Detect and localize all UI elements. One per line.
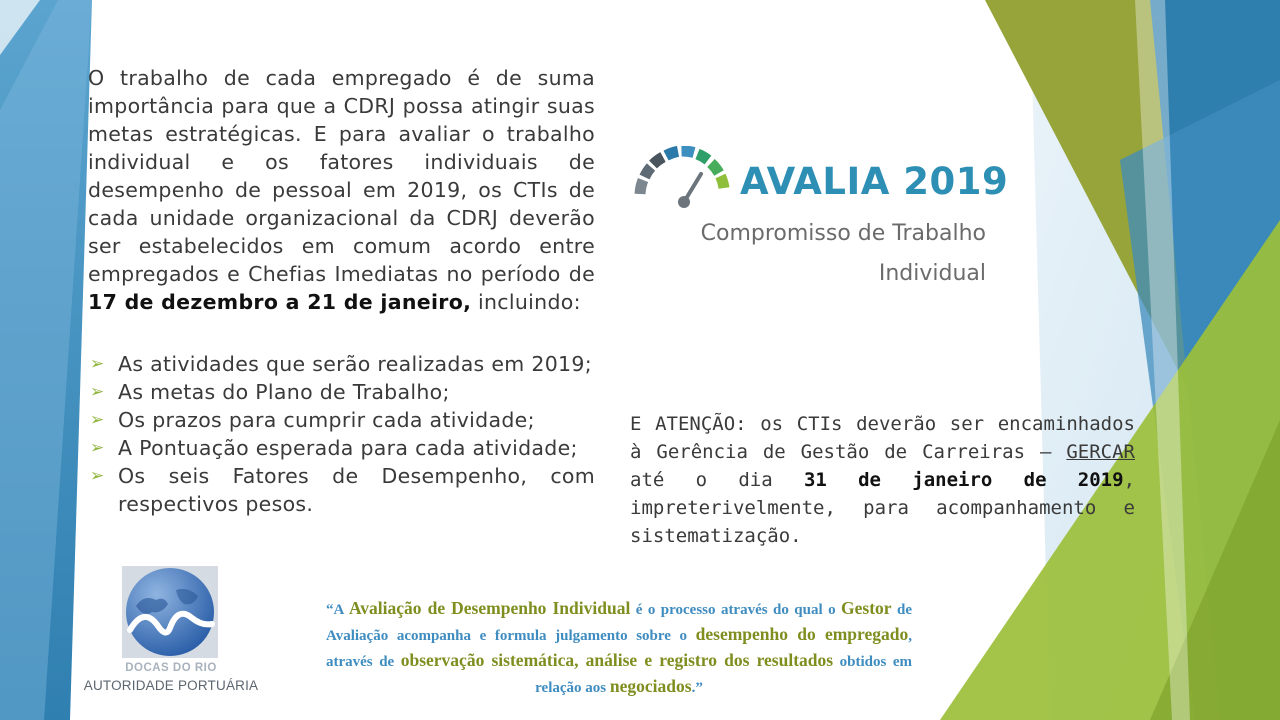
intro-paragraph <box>88 64 595 316</box>
docas-do-rio-logo <box>78 566 264 696</box>
intro-text: O trabalho de cada empregado é de suma importância para que a CDRJ possa atingir suas metas estratégicas. E para avaliar o trabalho individual e os fatores individuais de desempenho de pessoal em 2019, os CTIs de cada unidade organizacional da CDRJ deverão ser estabelecidos em comum acordo entre empregados e Chefias Imediatas no período de <box>88 66 595 286</box>
list-item: ➢ As atividades que serão realizadas em 2019; <box>90 352 592 376</box>
gercar-link[interactable]: GERCAR <box>1066 441 1135 463</box>
deadline-date: 31 de janeiro de 2019 <box>803 469 1124 491</box>
list-item: ➢ As metas do Plano de Trabalho; <box>90 380 450 404</box>
avalia-logo <box>632 146 1009 286</box>
list-item: ➢ Os seis Fatores de Desempenho, com respectivos pesos. <box>90 464 595 516</box>
intro-tail: incluindo: <box>471 290 581 314</box>
activities-list <box>88 350 595 518</box>
org-tagline: AUTORIDADE PORTUÁRIA <box>83 678 259 693</box>
avalia-subtitle: Compromisso de Trabalho Individual <box>700 221 986 286</box>
arrow-bullet-icon: ➢ <box>90 466 105 486</box>
arrow-bullet-icon: ➢ <box>90 438 105 458</box>
list-item: ➢ A Pontuação esperada para cada atividade; <box>90 436 578 460</box>
arrow-bullet-icon: ➢ <box>90 410 105 430</box>
definition-quote: “A Avaliação de Desempenho Individual é o processo através do qual o Gestor de Avaliação acompanha e formula julgamento sobre o desempenho do empregado, através de observação sistemática, análise e registro dos resultados obtidos em relação aos negociados.” <box>326 598 913 696</box>
avalia-title: AVALIA 2019 <box>740 160 1009 203</box>
org-name: DOCAS DO RIO <box>125 662 217 674</box>
list-item: ➢ Os prazos para cumprir cada atividade; <box>90 408 535 432</box>
arrow-bullet-icon: ➢ <box>90 354 105 374</box>
attention-paragraph: E ATENÇÃO: os CTIs deverão ser encaminhados à Gerência de Gestão de Carreiras – GERCAR até o dia 31 de janeiro de 2019, impreterivelmente, para acompanhamento e sistematização. <box>630 413 1136 547</box>
intro-period: 17 de dezembro a 21 de janeiro, <box>88 290 472 314</box>
arrow-bullet-icon: ➢ <box>90 382 105 402</box>
gauge-icon <box>632 146 736 208</box>
globe-icon <box>122 566 218 658</box>
